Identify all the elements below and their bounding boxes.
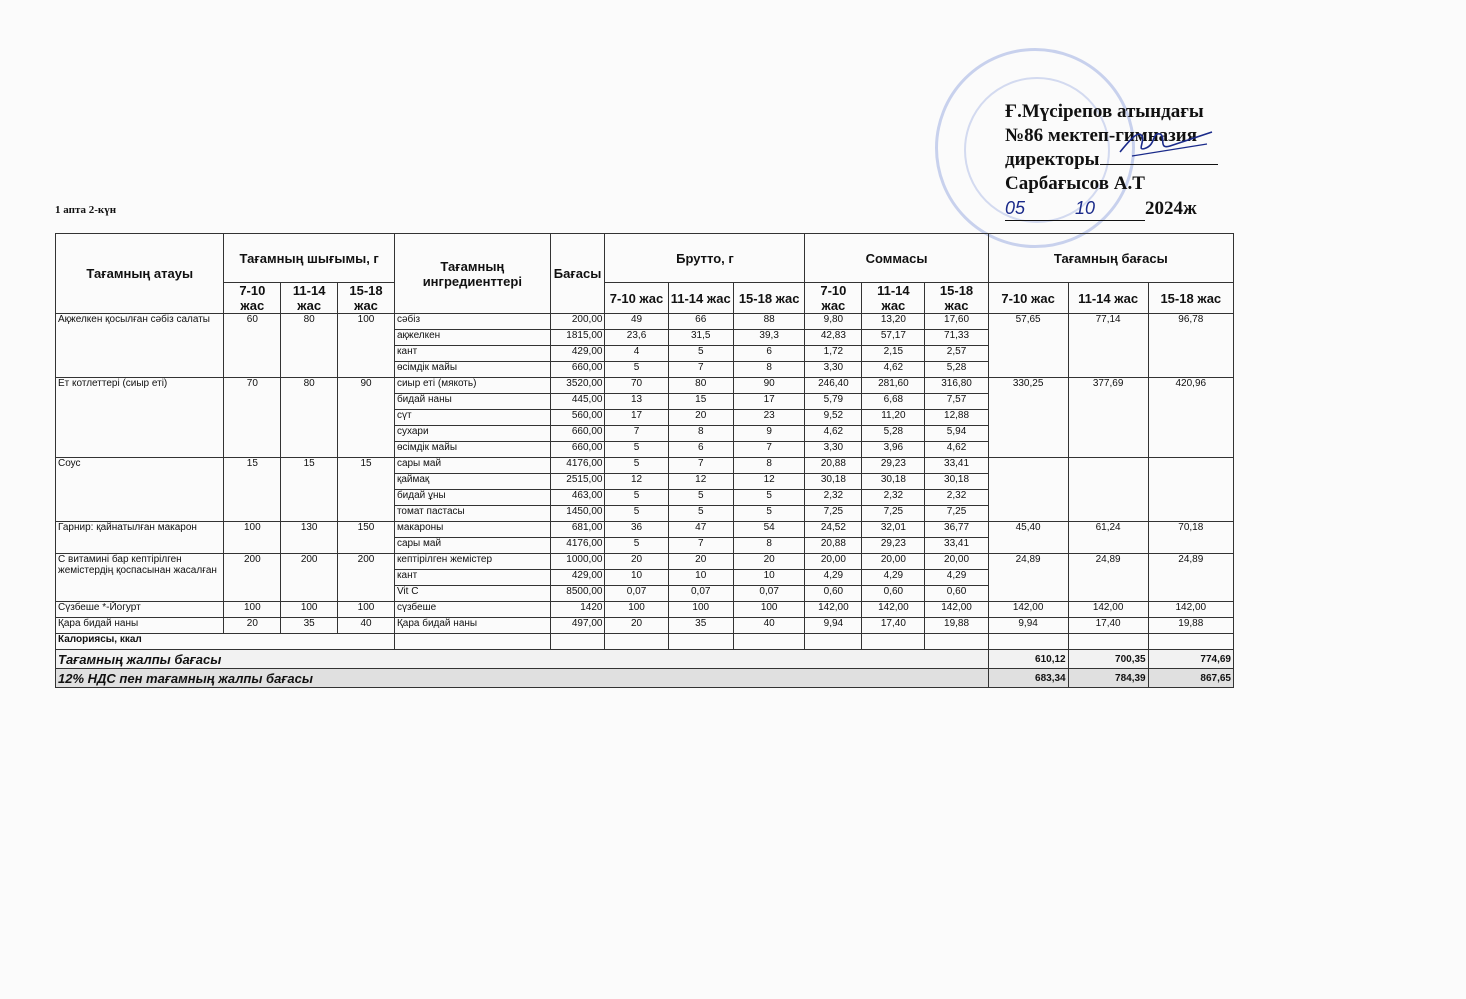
approval-line-4: Сарбағысов А.Т	[1005, 173, 1145, 194]
ingredient-brutto: 7	[668, 538, 733, 554]
dish-price: 24,89	[988, 554, 1068, 602]
ingredient-name: сүт	[394, 410, 550, 426]
sum-age-3: 15-18 жас	[925, 283, 988, 314]
dish-price: 77,14	[1068, 314, 1148, 378]
dish-output: 20	[224, 618, 281, 634]
ingredient-sum: 57,17	[862, 330, 925, 346]
ingredient-brutto: 100	[733, 602, 805, 618]
ingredient-brutto: 0,07	[668, 586, 733, 602]
ingredient-price: 1815,00	[550, 330, 605, 346]
ingredient-sum: 4,62	[862, 362, 925, 378]
ingredient-sum: 20,00	[862, 554, 925, 570]
ingredient-sum: 71,33	[925, 330, 988, 346]
ingredient-sum: 2,32	[925, 490, 988, 506]
ingredient-name: сухари	[394, 426, 550, 442]
ingredient-sum: 30,18	[862, 474, 925, 490]
dish-output: 100	[281, 602, 338, 618]
approval-line-3: директоры	[1005, 148, 1218, 172]
ingredient-sum: 20,00	[805, 554, 862, 570]
ingredient-brutto: 0,07	[605, 586, 668, 602]
dish-output: 130	[281, 522, 338, 554]
ingredient-sum: 2,32	[862, 490, 925, 506]
ingredient-price: 660,00	[550, 426, 605, 442]
sum-age-2: 11-14 жас	[862, 283, 925, 314]
ingredient-sum: 9,94	[805, 618, 862, 634]
ingredient-brutto: 20	[733, 554, 805, 570]
ingredient-sum: 0,60	[925, 586, 988, 602]
ingredient-sum: 29,23	[862, 458, 925, 474]
dish-price: 57,65	[988, 314, 1068, 378]
ingredient-sum: 17,40	[862, 618, 925, 634]
table-row	[56, 458, 1234, 474]
table-row	[56, 378, 1234, 394]
vat-label: 12% НДС пен тағамның жалпы бағасы	[56, 669, 989, 688]
ingredient-sum: 316,80	[925, 378, 988, 394]
ingredient-brutto: 5	[605, 506, 668, 522]
dish-output: 100	[338, 602, 395, 618]
dish-price: 17,40	[1068, 618, 1148, 634]
ingredient-brutto: 5	[668, 506, 733, 522]
dish-output: 35	[281, 618, 338, 634]
ingredient-brutto: 20	[668, 410, 733, 426]
dish-output: 100	[338, 314, 395, 378]
dish-output: 40	[338, 618, 395, 634]
brutto-age-3: 15-18 жас	[733, 283, 805, 314]
ingredient-price: 200,00	[550, 314, 605, 330]
ingredient-price: 560,00	[550, 410, 605, 426]
dish-price	[988, 458, 1068, 522]
dish-name: Сүзбеше *-Йогурт	[56, 602, 224, 618]
ingredient-brutto: 8	[668, 426, 733, 442]
ingredient-sum: 142,00	[925, 602, 988, 618]
dish-price: 61,24	[1068, 522, 1148, 554]
ingredient-sum: 1,72	[805, 346, 862, 362]
dish-name: Ет котлеттері (сиыр еті)	[56, 378, 224, 458]
ingredient-price: 429,00	[550, 346, 605, 362]
ingredient-brutto: 17	[733, 394, 805, 410]
ingredient-price: 8500,00	[550, 586, 605, 602]
price-age-2: 11-14 жас	[1068, 283, 1148, 314]
col-dish-name: Тағамның атауы	[56, 234, 224, 314]
ingredient-name: томат пастасы	[394, 506, 550, 522]
col-output: Тағамның шығымы, г	[224, 234, 395, 283]
table-row	[56, 314, 1234, 330]
ingredient-sum: 2,57	[925, 346, 988, 362]
ingredient-brutto: 20	[605, 618, 668, 634]
ingredient-sum: 4,62	[805, 426, 862, 442]
ingredient-brutto: 100	[605, 602, 668, 618]
ingredient-price: 497,00	[550, 618, 605, 634]
dish-price: 142,00	[1068, 602, 1148, 618]
ingredient-price: 445,00	[550, 394, 605, 410]
ingredient-sum: 9,52	[805, 410, 862, 426]
vat-age-2: 784,39	[1068, 669, 1148, 688]
ingredient-price: 1420	[550, 602, 605, 618]
ingredient-brutto: 10	[733, 570, 805, 586]
ingredient-brutto: 10	[605, 570, 668, 586]
ingredient-brutto: 8	[733, 458, 805, 474]
ingredient-brutto: 47	[668, 522, 733, 538]
dish-price: 420,96	[1148, 378, 1233, 458]
total-age-1: 610,12	[988, 650, 1068, 669]
ingredient-sum: 42,83	[805, 330, 862, 346]
dish-price: 24,89	[1068, 554, 1148, 602]
ingredient-sum: 17,60	[925, 314, 988, 330]
dish-output: 80	[281, 314, 338, 378]
table-row	[56, 618, 1234, 634]
ingredient-brutto: 80	[668, 378, 733, 394]
ingredient-brutto: 100	[668, 602, 733, 618]
ingredient-price: 429,00	[550, 570, 605, 586]
ingredient-sum: 0,60	[805, 586, 862, 602]
ingredient-brutto: 7	[668, 458, 733, 474]
ingredient-sum: 7,57	[925, 394, 988, 410]
dish-price: 19,88	[1148, 618, 1233, 634]
ingredient-name: өсімдік майы	[394, 442, 550, 458]
ingredient-brutto: 13	[605, 394, 668, 410]
table-row	[56, 602, 1234, 618]
price-age-1: 7-10 жас	[988, 283, 1068, 314]
dish-price: 142,00	[988, 602, 1068, 618]
dish-price: 330,25	[988, 378, 1068, 458]
ingredient-brutto: 5	[733, 506, 805, 522]
dish-output: 15	[281, 458, 338, 522]
ingredient-name: сары май	[394, 458, 550, 474]
vat-age-3: 867,65	[1148, 669, 1233, 688]
ingredient-sum: 5,94	[925, 426, 988, 442]
ingredient-sum: 281,60	[862, 378, 925, 394]
ingredient-name: сәбіз	[394, 314, 550, 330]
table-row	[56, 522, 1234, 538]
ingredient-brutto: 5	[668, 346, 733, 362]
ingredient-sum: 20,00	[925, 554, 988, 570]
ingredient-sum: 11,20	[862, 410, 925, 426]
ingredient-price: 4176,00	[550, 458, 605, 474]
ingredient-sum: 3,30	[805, 362, 862, 378]
signature-line	[1100, 148, 1218, 165]
ingredient-name: кант	[394, 570, 550, 586]
out-age-1: 7-10 жас	[224, 283, 281, 314]
ingredient-brutto: 6	[668, 442, 733, 458]
ingredient-name: макароны	[394, 522, 550, 538]
col-price: Бағасы	[550, 234, 605, 314]
ingredient-brutto: 31,5	[668, 330, 733, 346]
ingredient-brutto: 5	[668, 490, 733, 506]
ingredient-sum: 12,88	[925, 410, 988, 426]
ingredient-name: сиыр еті (мякоть)	[394, 378, 550, 394]
col-dish-price: Тағамның бағасы	[988, 234, 1233, 283]
out-age-2: 11-14 жас	[281, 283, 338, 314]
ingredient-sum: 4,29	[925, 570, 988, 586]
ingredient-brutto: 8	[733, 538, 805, 554]
ingredient-brutto: 5	[733, 490, 805, 506]
dish-output: 100	[224, 522, 281, 554]
ingredient-name: кептірілген жемістер	[394, 554, 550, 570]
dish-price: 142,00	[1148, 602, 1233, 618]
ingredient-brutto: 20	[605, 554, 668, 570]
ingredient-sum: 142,00	[805, 602, 862, 618]
ingredient-sum: 4,62	[925, 442, 988, 458]
ingredient-brutto: 66	[668, 314, 733, 330]
ingredient-sum: 2,32	[805, 490, 862, 506]
approval-date	[1005, 196, 1218, 221]
ingredient-sum: 5,28	[862, 426, 925, 442]
ingredient-brutto: 8	[733, 362, 805, 378]
ingredient-brutto: 12	[605, 474, 668, 490]
dish-name: Гарнир: қайнатылған макарон	[56, 522, 224, 554]
dish-name: Қара бидай наны	[56, 618, 224, 634]
ingredient-sum: 20,88	[805, 458, 862, 474]
ingredient-brutto: 12	[668, 474, 733, 490]
ingredient-name: сары май	[394, 538, 550, 554]
out-age-3: 15-18 жас	[338, 283, 395, 314]
ingredient-sum: 3,30	[805, 442, 862, 458]
ingredient-brutto: 10	[668, 570, 733, 586]
ingredient-brutto: 35	[668, 618, 733, 634]
ingredient-brutto: 5	[605, 362, 668, 378]
ingredient-brutto: 4	[605, 346, 668, 362]
menu-table	[55, 233, 1234, 688]
ingredient-brutto: 5	[605, 442, 668, 458]
ingredient-sum: 32,01	[862, 522, 925, 538]
ingredient-price: 1450,00	[550, 506, 605, 522]
ingredient-brutto: 15	[668, 394, 733, 410]
ingredient-brutto: 40	[733, 618, 805, 634]
ingredient-name: кант	[394, 346, 550, 362]
ingredient-brutto: 23	[733, 410, 805, 426]
ingredient-brutto: 88	[733, 314, 805, 330]
ingredient-sum: 24,52	[805, 522, 862, 538]
date-month: 10	[1055, 196, 1095, 221]
ingredient-sum: 142,00	[862, 602, 925, 618]
ingredient-sum: 3,96	[862, 442, 925, 458]
ingredient-sum: 4,29	[805, 570, 862, 586]
ingredient-price: 4176,00	[550, 538, 605, 554]
dish-output: 60	[224, 314, 281, 378]
calories-label: Калориясы, ккал	[56, 634, 395, 650]
ingredient-brutto: 54	[733, 522, 805, 538]
ingredient-brutto: 23,6	[605, 330, 668, 346]
ingredient-sum: 246,40	[805, 378, 862, 394]
dish-output: 15	[338, 458, 395, 522]
ingredient-brutto: 70	[605, 378, 668, 394]
ingredient-sum: 0,60	[862, 586, 925, 602]
ingredient-sum: 13,20	[862, 314, 925, 330]
ingredient-brutto: 0,07	[733, 586, 805, 602]
ingredient-brutto: 36	[605, 522, 668, 538]
ingredient-brutto: 20	[668, 554, 733, 570]
approval-block	[1005, 100, 1218, 221]
col-brutto: Брутто, г	[605, 234, 805, 283]
brutto-age-1: 7-10 жас	[605, 283, 668, 314]
ingredient-sum: 7,25	[805, 506, 862, 522]
dish-output: 200	[338, 554, 395, 602]
ingredient-name: сүзбеше	[394, 602, 550, 618]
price-age-3: 15-18 жас	[1148, 283, 1233, 314]
ingredient-name: өсімдік майы	[394, 362, 550, 378]
dish-price: 70,18	[1148, 522, 1233, 554]
dish-price: 9,94	[988, 618, 1068, 634]
dish-price	[1148, 458, 1233, 522]
ingredient-sum: 30,18	[925, 474, 988, 490]
ingredient-brutto: 39,3	[733, 330, 805, 346]
ingredient-sum: 30,18	[805, 474, 862, 490]
ingredient-brutto: 6	[733, 346, 805, 362]
ingredient-brutto: 7	[733, 442, 805, 458]
approval-line-2: №86 мектеп-гимназия	[1005, 125, 1198, 146]
ingredient-sum: 9,80	[805, 314, 862, 330]
dish-price: 24,89	[1148, 554, 1233, 602]
brutto-age-2: 11-14 жас	[668, 283, 733, 314]
dish-output: 15	[224, 458, 281, 522]
ingredient-price: 660,00	[550, 442, 605, 458]
total-age-2: 700,35	[1068, 650, 1148, 669]
sum-age-1: 7-10 жас	[805, 283, 862, 314]
ingredient-sum: 36,77	[925, 522, 988, 538]
ingredient-sum: 6,68	[862, 394, 925, 410]
ingredient-brutto: 5	[605, 490, 668, 506]
ingredient-sum: 33,41	[925, 538, 988, 554]
ingredient-name: Vit C	[394, 586, 550, 602]
dish-output: 100	[224, 602, 281, 618]
ingredient-name: бидай ұны	[394, 490, 550, 506]
ingredient-price: 660,00	[550, 362, 605, 378]
ingredient-name: ақжелкен	[394, 330, 550, 346]
dish-price: 377,69	[1068, 378, 1148, 458]
dish-price: 45,40	[988, 522, 1068, 554]
dish-output: 200	[224, 554, 281, 602]
ingredient-brutto: 49	[605, 314, 668, 330]
date-year: 2024ж	[1145, 198, 1197, 219]
dish-name: Соус	[56, 458, 224, 522]
ingredient-sum: 7,25	[925, 506, 988, 522]
ingredient-brutto: 5	[605, 458, 668, 474]
dish-price	[1068, 458, 1148, 522]
ingredient-price: 681,00	[550, 522, 605, 538]
ingredient-brutto: 7	[605, 426, 668, 442]
dish-price: 96,78	[1148, 314, 1233, 378]
ingredient-sum: 5,28	[925, 362, 988, 378]
ingredient-sum: 20,88	[805, 538, 862, 554]
week-day-label: 1 апта 2-күн	[55, 204, 117, 216]
dish-output: 150	[338, 522, 395, 554]
ingredient-brutto: 9	[733, 426, 805, 442]
ingredient-price: 1000,00	[550, 554, 605, 570]
ingredient-name: Қара бидай наны	[394, 618, 550, 634]
ingredient-sum: 5,79	[805, 394, 862, 410]
ingredient-price: 463,00	[550, 490, 605, 506]
dish-name: С витамині бар кептірілген жемістердің қоспасынан жасалған	[56, 554, 224, 602]
ingredient-brutto: 12	[733, 474, 805, 490]
ingredient-price: 3520,00	[550, 378, 605, 394]
table-row	[56, 554, 1234, 570]
ingredient-name: бидай наны	[394, 394, 550, 410]
ingredient-brutto: 5	[605, 538, 668, 554]
ingredient-price: 2515,00	[550, 474, 605, 490]
ingredient-sum: 19,88	[925, 618, 988, 634]
vat-age-1: 683,34	[988, 669, 1068, 688]
ingredient-sum: 29,23	[862, 538, 925, 554]
dish-name: Ақжелкен қосылған сәбіз салаты	[56, 314, 224, 378]
ingredient-sum: 2,15	[862, 346, 925, 362]
dish-output: 70	[224, 378, 281, 458]
ingredient-sum: 33,41	[925, 458, 988, 474]
dish-output: 80	[281, 378, 338, 458]
col-sum: Соммасы	[805, 234, 988, 283]
dish-output: 200	[281, 554, 338, 602]
director-signature	[1112, 122, 1222, 162]
ingredient-brutto: 17	[605, 410, 668, 426]
ingredient-brutto: 7	[668, 362, 733, 378]
ingredient-name: қаймақ	[394, 474, 550, 490]
col-ingredients: Тағамның ингредиенттері	[394, 234, 550, 314]
date-day: 05	[1005, 196, 1055, 221]
ingredient-brutto: 90	[733, 378, 805, 394]
approval-line-1: Ғ.Мүсірепов атындағы	[1005, 101, 1204, 122]
dish-output: 90	[338, 378, 395, 458]
total-age-3: 774,69	[1148, 650, 1233, 669]
ingredient-sum: 4,29	[862, 570, 925, 586]
ingredient-sum: 7,25	[862, 506, 925, 522]
total-label: Тағамның жалпы бағасы	[56, 650, 989, 669]
